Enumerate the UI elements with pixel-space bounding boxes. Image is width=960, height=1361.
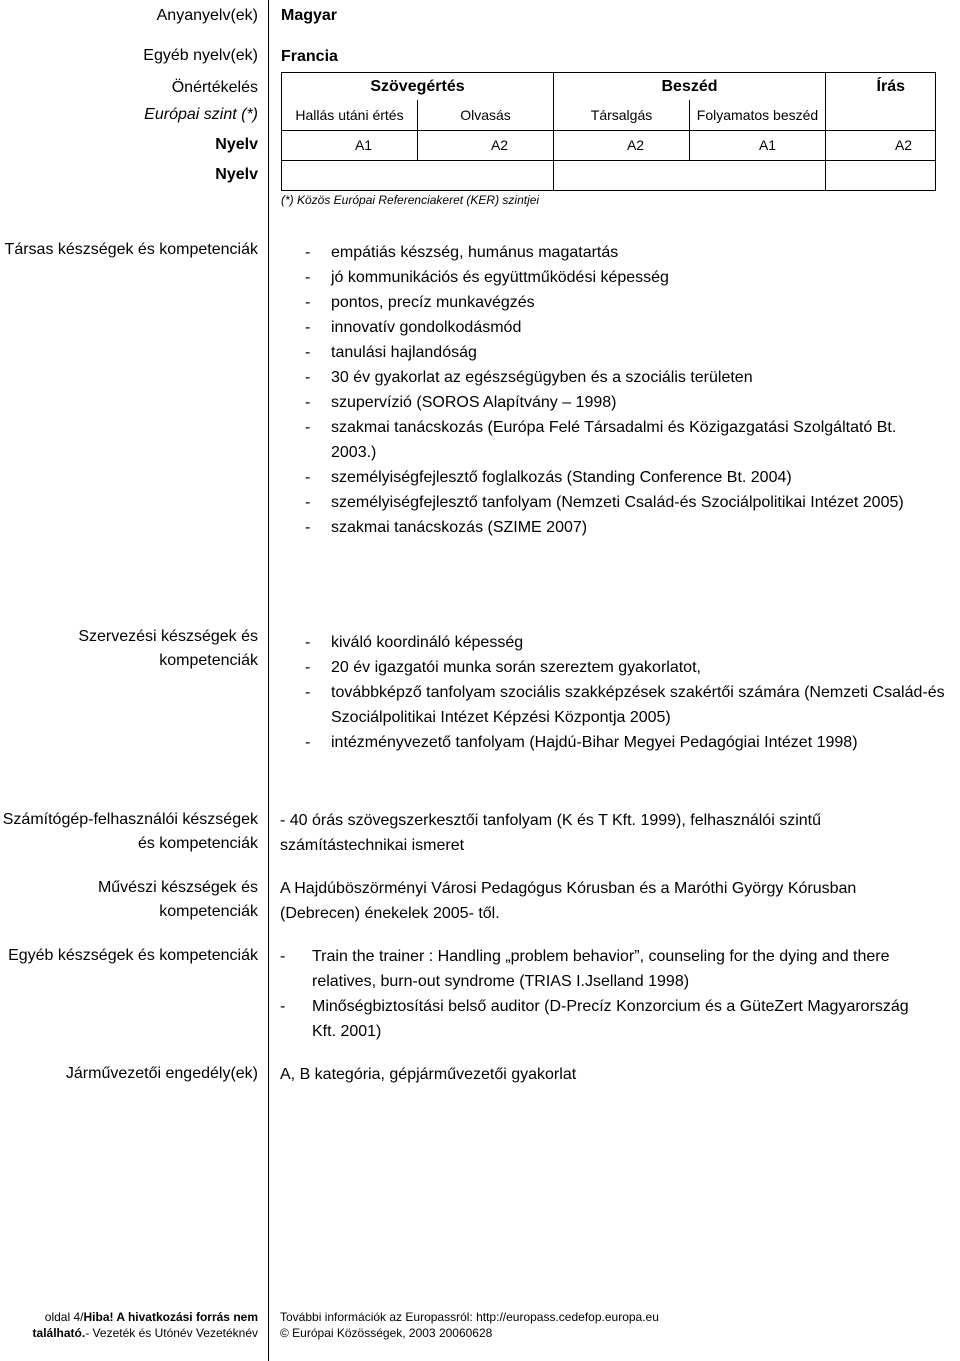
header-writing: Írás bbox=[876, 78, 905, 95]
label-other-skills: Egyéb készségek és kompetenciák bbox=[8, 947, 258, 964]
subheader-reading: Olvasás bbox=[460, 107, 511, 123]
label-computer-skills: Számítógép-felhasználói készségek és kompetenciák bbox=[2, 811, 258, 852]
footer-europass-link[interactable]: További információk az Europassról: http://europass.cedefop.europa.eu bbox=[280, 1310, 659, 1324]
subheader-listening: Hallás utáni értés bbox=[295, 107, 404, 123]
list-item: - szakmai tanácskozás (Európa Felé Társadalmi és Közigazgatási Szolgáltató Bt. 2003.) bbox=[305, 415, 945, 465]
list-item: - 20 év igazgatói munka során szereztem gyakorlatot, bbox=[305, 655, 945, 680]
label-language-1: Nyelv bbox=[215, 136, 258, 153]
list-item: - innovatív gondolkodásmód bbox=[305, 315, 945, 340]
level-listening: A1 bbox=[354, 137, 373, 153]
footer-europass-info bbox=[280, 1309, 659, 1341]
label-european-level: Európai szint (*) bbox=[144, 106, 258, 123]
list-item: - szakmai tanácskozás (SZIME 2007) bbox=[305, 515, 945, 540]
list-item: - intézményvezető tanfolyam (Hajdú-Bihar Megyei Pedagógiai Intézet 1998) bbox=[305, 730, 945, 755]
other-skills-list bbox=[280, 944, 920, 1044]
list-item: - Train the trainer : Handling „problem behavior”, counseling for the dying and there relatives, burn-out syndrome (TRIAS I.Jselland 1998) bbox=[280, 944, 920, 994]
level-reading: A2 bbox=[490, 137, 509, 153]
organisational-skills-list bbox=[305, 630, 945, 755]
list-item: - pontos, precíz munkavégzés bbox=[305, 290, 945, 315]
level-interaction: A2 bbox=[626, 137, 645, 153]
driving-licence-text: A, B kategória, gépjárművezetői gyakorlat bbox=[280, 1066, 577, 1083]
other-languages-value: Francia bbox=[281, 48, 338, 65]
list-item: - személyiségfejlesztő foglalkozás (Standing Conference Bt. 2004) bbox=[305, 465, 945, 490]
list-item: - Minőségbiztosítási belső auditor (D-Precíz Konzorcium és a GüteZert Magyarország Kft. 2001) bbox=[280, 994, 920, 1044]
computer-skills-text: - 40 órás szövegszerkesztői tanfolyam (K és T Kft. 1999), felhasználói szintű számítástechnikai ismeret bbox=[280, 812, 821, 854]
header-speaking: Beszéd bbox=[661, 78, 718, 95]
social-skills-list bbox=[305, 240, 945, 540]
label-driving-licence: Járművezetői engedély(ek) bbox=[65, 1065, 258, 1082]
footer-page-info: oldal 4/Hiba! A hivatkozási forrás nem található.- Vezeték és Utónév Vezetéknév bbox=[32, 1310, 258, 1340]
label-mother-tongue: Anyanyelv(ek) bbox=[156, 7, 258, 24]
list-item: - 30 év gyakorlat az egészségügyben és a szociális területen bbox=[305, 365, 945, 390]
list-item: - személyiségfejlesztő tanfolyam (Nemzeti Család-és Szociálpolitikai Intézet 2005) bbox=[305, 490, 945, 515]
header-comprehension: Szövegértés bbox=[370, 78, 465, 95]
label-self-assessment: Önértékelés bbox=[171, 79, 258, 96]
label-social-skills: Társas készségek és kompetenciák bbox=[4, 241, 258, 258]
footer-copyright: © Európai Közösségek, 2003 20060628 bbox=[280, 1326, 493, 1340]
list-item: - tanulási hajlandóság bbox=[305, 340, 945, 365]
artistic-skills-text: A Hajdúböszörményi Városi Pedagógus Kórusban és a Maróthi György Kórusban (Debrecen) énekelek 2005- től. bbox=[280, 880, 857, 922]
list-item: - empátiás készség, humánus magatartás bbox=[305, 240, 945, 265]
level-production: A1 bbox=[758, 137, 777, 153]
label-other-languages: Egyéb nyelv(ek) bbox=[143, 47, 258, 64]
list-item: - továbbképző tanfolyam szociális szakképzések szakértői számára (Nemzeti Család-és Szociálpolitikai Intézet Képzési Központja 2005) bbox=[305, 680, 945, 730]
label-organisational-skills: Szervezési készségek és kompetenciák bbox=[78, 628, 258, 669]
mother-tongue-value: Magyar bbox=[281, 7, 338, 24]
subheader-interaction: Társalgás bbox=[590, 107, 653, 123]
separator-line bbox=[268, 0, 269, 1361]
list-item: - kiváló koordináló képesség bbox=[305, 630, 945, 655]
label-artistic-skills: Művészi készségek és kompetenciák bbox=[97, 879, 258, 920]
level-writing: A2 bbox=[894, 137, 913, 153]
list-item: - jó kommunikációs és együttműködési képesség bbox=[305, 265, 945, 290]
list-item: - szupervízió (SOROS Alapítvány – 1998) bbox=[305, 390, 945, 415]
cefr-note: (*) Közös Európai Referenciakeret (KER) szintjei bbox=[281, 193, 540, 207]
subheader-production: Folyamatos beszéd bbox=[696, 107, 819, 123]
label-language-2: Nyelv bbox=[215, 166, 258, 183]
